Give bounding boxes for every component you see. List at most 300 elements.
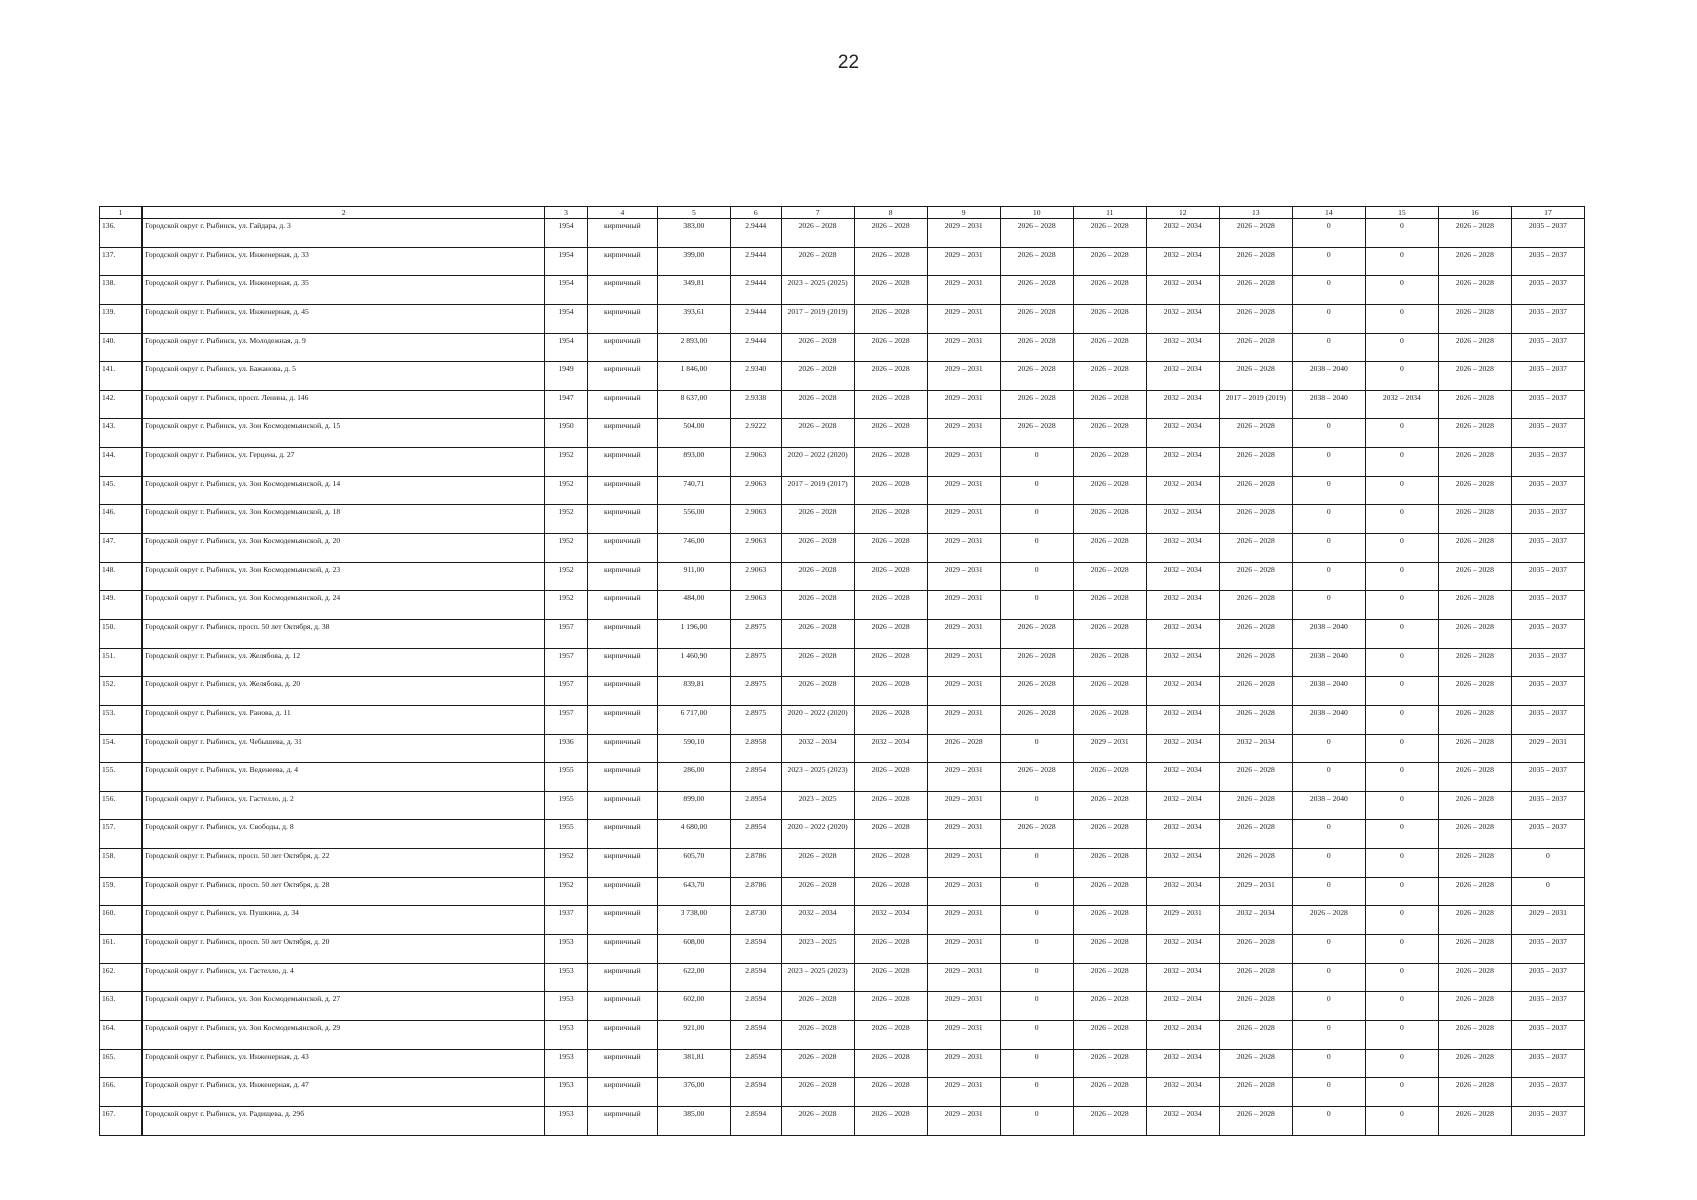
cell-period-col-15: 0 <box>1365 791 1438 820</box>
cell-wear-coefficient: 2.9063 <box>730 476 781 505</box>
cell-period-col-14: 0 <box>1292 219 1365 248</box>
cell-period-col-7: 2020 – 2022 (2020) <box>781 820 854 849</box>
cell-period-col-16: 2026 – 2028 <box>1438 390 1511 419</box>
cell-row-number: 153. <box>100 705 143 734</box>
cell-period-col-16: 2026 – 2028 <box>1438 648 1511 677</box>
cell-period-col-10: 2026 – 2028 <box>1000 276 1073 305</box>
cell-total-area: 393,61 <box>657 304 730 333</box>
cell-period-col-10: 2026 – 2028 <box>1000 304 1073 333</box>
cell-wall-material: кирпичный <box>587 1106 657 1135</box>
cell-period-col-9: 2029 – 2031 <box>927 992 1000 1021</box>
cell-period-col-17: 2035 – 2037 <box>1511 791 1584 820</box>
cell-row-number: 155. <box>100 763 143 792</box>
table-row <box>100 935 1585 964</box>
cell-period-col-7: 2020 – 2022 (2020) <box>781 705 854 734</box>
cell-wall-material: кирпичный <box>587 849 657 878</box>
cell-period-col-17: 2035 – 2037 <box>1511 677 1584 706</box>
cell-period-col-14: 0 <box>1292 1020 1365 1049</box>
cell-total-area: 921,00 <box>657 1020 730 1049</box>
cell-wall-material: кирпичный <box>587 247 657 276</box>
cell-row-number: 138. <box>100 276 143 305</box>
cell-period-col-14: 0 <box>1292 534 1365 563</box>
cell-period-col-10: 0 <box>1000 505 1073 534</box>
cell-period-col-12: 2032 – 2034 <box>1146 448 1219 477</box>
cell-period-col-8: 2026 – 2028 <box>854 1020 927 1049</box>
cell-row-number: 150. <box>100 619 143 648</box>
cell-period-col-17: 2035 – 2037 <box>1511 1106 1584 1135</box>
cell-total-area: 376,00 <box>657 1078 730 1107</box>
cell-period-col-9: 2029 – 2031 <box>927 476 1000 505</box>
cell-period-col-17: 2035 – 2037 <box>1511 1020 1584 1049</box>
column-number-13: 13 <box>1219 207 1292 219</box>
cell-period-col-12: 2032 – 2034 <box>1146 304 1219 333</box>
cell-period-col-9: 2029 – 2031 <box>927 505 1000 534</box>
cell-period-col-8: 2026 – 2028 <box>854 849 927 878</box>
cell-period-col-14: 0 <box>1292 304 1365 333</box>
cell-year-built: 1952 <box>545 534 588 563</box>
cell-period-col-14: 0 <box>1292 505 1365 534</box>
cell-wall-material: кирпичный <box>587 906 657 935</box>
cell-total-area: 899,00 <box>657 791 730 820</box>
cell-period-col-15: 0 <box>1365 304 1438 333</box>
cell-period-col-13: 2026 – 2028 <box>1219 1078 1292 1107</box>
cell-wall-material: кирпичный <box>587 591 657 620</box>
cell-period-col-11: 2026 – 2028 <box>1073 362 1146 391</box>
cell-wall-material: кирпичный <box>587 763 657 792</box>
cell-period-col-15: 0 <box>1365 505 1438 534</box>
cell-year-built: 1953 <box>545 992 588 1021</box>
cell-period-col-8: 2026 – 2028 <box>854 276 927 305</box>
cell-period-col-14: 0 <box>1292 763 1365 792</box>
cell-period-col-17: 2035 – 2037 <box>1511 276 1584 305</box>
table-row <box>100 849 1585 878</box>
cell-period-col-9: 2029 – 2031 <box>927 1049 1000 1078</box>
cell-period-col-8: 2026 – 2028 <box>854 505 927 534</box>
cell-period-col-17: 2035 – 2037 <box>1511 448 1584 477</box>
cell-total-area: 622,00 <box>657 963 730 992</box>
cell-year-built: 1955 <box>545 820 588 849</box>
table-row <box>100 677 1585 706</box>
cell-period-col-15: 0 <box>1365 276 1438 305</box>
cell-period-col-7: 2023 – 2025 <box>781 791 854 820</box>
cell-wear-coefficient: 2.9444 <box>730 247 781 276</box>
cell-period-col-12: 2032 – 2034 <box>1146 992 1219 1021</box>
cell-period-col-8: 2026 – 2028 <box>854 619 927 648</box>
cell-year-built: 1937 <box>545 906 588 935</box>
cell-period-col-12: 2029 – 2031 <box>1146 906 1219 935</box>
cell-row-number: 152. <box>100 677 143 706</box>
cell-wear-coefficient: 2.8975 <box>730 619 781 648</box>
cell-period-col-10: 2026 – 2028 <box>1000 390 1073 419</box>
cell-period-col-7: 2026 – 2028 <box>781 419 854 448</box>
cell-period-col-10: 0 <box>1000 963 1073 992</box>
cell-wear-coefficient: 2.9444 <box>730 276 781 305</box>
cell-period-col-10: 2026 – 2028 <box>1000 763 1073 792</box>
cell-period-col-7: 2026 – 2028 <box>781 219 854 248</box>
cell-period-col-14: 2038 – 2040 <box>1292 648 1365 677</box>
cell-wear-coefficient: 2.8954 <box>730 820 781 849</box>
cell-period-col-11: 2026 – 2028 <box>1073 906 1146 935</box>
cell-total-area: 1 846,00 <box>657 362 730 391</box>
cell-address: Городской округ г. Рыбинск, ул. Свободы, д. 8 <box>142 820 545 849</box>
cell-period-col-12: 2032 – 2034 <box>1146 619 1219 648</box>
cell-period-col-7: 2020 – 2022 (2020) <box>781 448 854 477</box>
cell-row-number: 146. <box>100 505 143 534</box>
cell-period-col-9: 2029 – 2031 <box>927 333 1000 362</box>
cell-year-built: 1936 <box>545 734 588 763</box>
cell-period-col-7: 2026 – 2028 <box>781 677 854 706</box>
cell-address: Городской округ г. Рыбинск, ул. Молодежная, д. 9 <box>142 333 545 362</box>
cell-address: Городской округ г. Рыбинск, ул. Зои Космодемьянской, д. 24 <box>142 591 545 620</box>
cell-period-col-16: 2026 – 2028 <box>1438 1049 1511 1078</box>
cell-total-area: 740,71 <box>657 476 730 505</box>
cell-wall-material: кирпичный <box>587 734 657 763</box>
cell-period-col-12: 2032 – 2034 <box>1146 763 1219 792</box>
cell-wall-material: кирпичный <box>587 820 657 849</box>
cell-period-col-12: 2032 – 2034 <box>1146 648 1219 677</box>
cell-wall-material: кирпичный <box>587 1049 657 1078</box>
cell-period-col-15: 0 <box>1365 448 1438 477</box>
cell-period-col-14: 0 <box>1292 935 1365 964</box>
cell-period-col-9: 2029 – 2031 <box>927 448 1000 477</box>
cell-period-col-12: 2032 – 2034 <box>1146 247 1219 276</box>
cell-wear-coefficient: 2.8594 <box>730 963 781 992</box>
cell-period-col-13: 2026 – 2028 <box>1219 648 1292 677</box>
cell-period-col-12: 2032 – 2034 <box>1146 1078 1219 1107</box>
table-body <box>100 219 1585 1136</box>
cell-period-col-10: 0 <box>1000 877 1073 906</box>
cell-year-built: 1950 <box>545 419 588 448</box>
cell-period-col-15: 0 <box>1365 992 1438 1021</box>
cell-period-col-8: 2026 – 2028 <box>854 448 927 477</box>
cell-period-col-13: 2026 – 2028 <box>1219 562 1292 591</box>
cell-total-area: 2 893,00 <box>657 333 730 362</box>
cell-row-number: 160. <box>100 906 143 935</box>
cell-wear-coefficient: 2.8594 <box>730 935 781 964</box>
cell-period-col-17: 2035 – 2037 <box>1511 1049 1584 1078</box>
cell-period-col-14: 0 <box>1292 419 1365 448</box>
cell-year-built: 1955 <box>545 763 588 792</box>
table-row <box>100 505 1585 534</box>
cell-wear-coefficient: 2.9222 <box>730 419 781 448</box>
cell-year-built: 1953 <box>545 1078 588 1107</box>
cell-wall-material: кирпичный <box>587 333 657 362</box>
cell-wear-coefficient: 2.8975 <box>730 705 781 734</box>
cell-period-col-16: 2026 – 2028 <box>1438 877 1511 906</box>
cell-period-col-15: 0 <box>1365 935 1438 964</box>
cell-year-built: 1953 <box>545 1106 588 1135</box>
cell-year-built: 1953 <box>545 935 588 964</box>
cell-period-col-7: 2017 – 2019 (2017) <box>781 476 854 505</box>
cell-row-number: 156. <box>100 791 143 820</box>
cell-period-col-9: 2029 – 2031 <box>927 562 1000 591</box>
cell-period-col-8: 2032 – 2034 <box>854 906 927 935</box>
cell-row-number: 164. <box>100 1020 143 1049</box>
cell-year-built: 1957 <box>545 648 588 677</box>
cell-period-col-15: 0 <box>1365 906 1438 935</box>
cell-period-col-15: 0 <box>1365 849 1438 878</box>
cell-period-col-7: 2026 – 2028 <box>781 1049 854 1078</box>
cell-period-col-11: 2026 – 2028 <box>1073 247 1146 276</box>
cell-period-col-9: 2029 – 2031 <box>927 1020 1000 1049</box>
cell-period-col-13: 2026 – 2028 <box>1219 534 1292 563</box>
cell-total-area: 6 717,00 <box>657 705 730 734</box>
cell-row-number: 143. <box>100 419 143 448</box>
cell-wall-material: кирпичный <box>587 562 657 591</box>
cell-period-col-9: 2029 – 2031 <box>927 219 1000 248</box>
cell-year-built: 1952 <box>545 562 588 591</box>
cell-period-col-13: 2026 – 2028 <box>1219 276 1292 305</box>
cell-period-col-11: 2026 – 2028 <box>1073 935 1146 964</box>
cell-period-col-8: 2026 – 2028 <box>854 820 927 849</box>
cell-period-col-9: 2029 – 2031 <box>927 304 1000 333</box>
cell-period-col-15: 0 <box>1365 333 1438 362</box>
cell-period-col-12: 2032 – 2034 <box>1146 963 1219 992</box>
cell-address: Городской округ г. Рыбинск, ул. Зои Космодемьянской, д. 14 <box>142 476 545 505</box>
cell-period-col-13: 2026 – 2028 <box>1219 992 1292 1021</box>
cell-period-col-10: 2026 – 2028 <box>1000 648 1073 677</box>
column-number-4: 4 <box>587 207 657 219</box>
cell-wear-coefficient: 2.9444 <box>730 333 781 362</box>
cell-year-built: 1952 <box>545 505 588 534</box>
cell-period-col-16: 2026 – 2028 <box>1438 619 1511 648</box>
cell-year-built: 1952 <box>545 448 588 477</box>
cell-period-col-11: 2026 – 2028 <box>1073 619 1146 648</box>
cell-period-col-11: 2026 – 2028 <box>1073 534 1146 563</box>
cell-period-col-13: 2032 – 2034 <box>1219 734 1292 763</box>
cell-period-col-9: 2029 – 2031 <box>927 247 1000 276</box>
cell-total-area: 8 637,00 <box>657 390 730 419</box>
cell-period-col-9: 2029 – 2031 <box>927 419 1000 448</box>
cell-total-area: 643,70 <box>657 877 730 906</box>
cell-wear-coefficient: 2.9444 <box>730 304 781 333</box>
cell-period-col-16: 2026 – 2028 <box>1438 906 1511 935</box>
cell-period-col-13: 2026 – 2028 <box>1219 362 1292 391</box>
column-number-9: 9 <box>927 207 1000 219</box>
cell-period-col-14: 0 <box>1292 992 1365 1021</box>
cell-row-number: 147. <box>100 534 143 563</box>
cell-wear-coefficient: 2.8594 <box>730 992 781 1021</box>
cell-period-col-7: 2026 – 2028 <box>781 591 854 620</box>
cell-address: Городской округ г. Рыбинск, просп. Ленина, д. 146 <box>142 390 545 419</box>
cell-period-col-14: 0 <box>1292 1078 1365 1107</box>
cell-period-col-7: 2026 – 2028 <box>781 562 854 591</box>
cell-period-col-9: 2029 – 2031 <box>927 906 1000 935</box>
cell-period-col-13: 2026 – 2028 <box>1219 448 1292 477</box>
cell-period-col-12: 2032 – 2034 <box>1146 791 1219 820</box>
cell-address: Городской округ г. Рыбинск, ул. Гайдара, д. 3 <box>142 219 545 248</box>
cell-period-col-17: 2035 – 2037 <box>1511 476 1584 505</box>
cell-period-col-12: 2032 – 2034 <box>1146 562 1219 591</box>
cell-period-col-10: 0 <box>1000 992 1073 1021</box>
cell-address: Городской округ г. Рыбинск, ул. Зои Космодемьянской, д. 15 <box>142 419 545 448</box>
cell-period-col-9: 2029 – 2031 <box>927 677 1000 706</box>
cell-period-col-15: 0 <box>1365 534 1438 563</box>
cell-period-col-13: 2026 – 2028 <box>1219 1049 1292 1078</box>
cell-address: Городской округ г. Рыбинск, ул. Зои Космодемьянской, д. 20 <box>142 534 545 563</box>
cell-period-col-11: 2026 – 2028 <box>1073 304 1146 333</box>
cell-wall-material: кирпичный <box>587 476 657 505</box>
table-row <box>100 1106 1585 1135</box>
cell-period-col-9: 2029 – 2031 <box>927 390 1000 419</box>
cell-year-built: 1954 <box>545 219 588 248</box>
cell-wear-coefficient: 2.8954 <box>730 791 781 820</box>
cell-period-col-12: 2032 – 2034 <box>1146 1106 1219 1135</box>
cell-period-col-10: 0 <box>1000 1078 1073 1107</box>
cell-wear-coefficient: 2.9063 <box>730 534 781 563</box>
cell-period-col-16: 2026 – 2028 <box>1438 219 1511 248</box>
cell-period-col-16: 2026 – 2028 <box>1438 505 1511 534</box>
table-row <box>100 304 1585 333</box>
cell-period-col-12: 2032 – 2034 <box>1146 476 1219 505</box>
cell-period-col-8: 2026 – 2028 <box>854 705 927 734</box>
cell-wall-material: кирпичный <box>587 935 657 964</box>
cell-address: Городской округ г. Рыбинск, ул. Зои Космодемьянской, д. 23 <box>142 562 545 591</box>
cell-period-col-11: 2026 – 2028 <box>1073 591 1146 620</box>
cell-period-col-9: 2029 – 2031 <box>927 820 1000 849</box>
cell-period-col-13: 2026 – 2028 <box>1219 677 1292 706</box>
cell-period-col-14: 2038 – 2040 <box>1292 390 1365 419</box>
table-row <box>100 390 1585 419</box>
cell-period-col-15: 0 <box>1365 877 1438 906</box>
cell-period-col-16: 2026 – 2028 <box>1438 763 1511 792</box>
table-row <box>100 619 1585 648</box>
cell-period-col-7: 2026 – 2028 <box>781 1078 854 1107</box>
cell-address: Городской округ г. Рыбинск, ул. Зои Космодемьянской, д. 27 <box>142 992 545 1021</box>
cell-total-area: 385,00 <box>657 1106 730 1135</box>
cell-period-col-16: 2026 – 2028 <box>1438 677 1511 706</box>
cell-period-col-7: 2026 – 2028 <box>781 648 854 677</box>
cell-year-built: 1953 <box>545 1049 588 1078</box>
cell-wear-coefficient: 2.9063 <box>730 591 781 620</box>
cell-wall-material: кирпичный <box>587 505 657 534</box>
cell-period-col-13: 2026 – 2028 <box>1219 791 1292 820</box>
cell-period-col-15: 0 <box>1365 476 1438 505</box>
cell-period-col-8: 2026 – 2028 <box>854 791 927 820</box>
cell-period-col-16: 2026 – 2028 <box>1438 963 1511 992</box>
cell-period-col-7: 2026 – 2028 <box>781 1106 854 1135</box>
table-row <box>100 419 1585 448</box>
cell-wear-coefficient: 2.8958 <box>730 734 781 763</box>
cell-period-col-15: 0 <box>1365 247 1438 276</box>
cell-period-col-10: 0 <box>1000 448 1073 477</box>
cell-wear-coefficient: 2.8786 <box>730 849 781 878</box>
cell-period-col-11: 2026 – 2028 <box>1073 333 1146 362</box>
cell-period-col-11: 2026 – 2028 <box>1073 963 1146 992</box>
cell-period-col-14: 0 <box>1292 476 1365 505</box>
cell-wear-coefficient: 2.9444 <box>730 219 781 248</box>
cell-period-col-9: 2026 – 2028 <box>927 734 1000 763</box>
cell-total-area: 608,00 <box>657 935 730 964</box>
cell-year-built: 1954 <box>545 304 588 333</box>
cell-period-col-10: 2026 – 2028 <box>1000 705 1073 734</box>
cell-period-col-9: 2029 – 2031 <box>927 963 1000 992</box>
table-row <box>100 276 1585 305</box>
cell-period-col-11: 2026 – 2028 <box>1073 849 1146 878</box>
cell-period-col-8: 2026 – 2028 <box>854 247 927 276</box>
cell-period-col-16: 2026 – 2028 <box>1438 1020 1511 1049</box>
cell-period-col-8: 2026 – 2028 <box>854 963 927 992</box>
table-row <box>100 534 1585 563</box>
cell-period-col-17: 2035 – 2037 <box>1511 963 1584 992</box>
cell-total-area: 381,81 <box>657 1049 730 1078</box>
cell-wall-material: кирпичный <box>587 276 657 305</box>
cell-period-col-14: 0 <box>1292 849 1365 878</box>
cell-period-col-10: 2026 – 2028 <box>1000 333 1073 362</box>
cell-period-col-11: 2026 – 2028 <box>1073 1078 1146 1107</box>
cell-row-number: 166. <box>100 1078 143 1107</box>
cell-period-col-15: 0 <box>1365 963 1438 992</box>
cell-period-col-17: 2035 – 2037 <box>1511 705 1584 734</box>
cell-period-col-10: 0 <box>1000 849 1073 878</box>
cell-total-area: 605,70 <box>657 849 730 878</box>
cell-period-col-14: 0 <box>1292 1106 1365 1135</box>
cell-period-col-15: 0 <box>1365 1106 1438 1135</box>
cell-period-col-10: 2026 – 2028 <box>1000 219 1073 248</box>
cell-address: Городской округ г. Рыбинск, ул. Инженерная, д. 45 <box>142 304 545 333</box>
cell-wall-material: кирпичный <box>587 448 657 477</box>
cell-wall-material: кирпичный <box>587 1078 657 1107</box>
cell-address: Городской округ г. Рыбинск, просп. 50 лет Октября, д. 38 <box>142 619 545 648</box>
cell-total-area: 3 738,00 <box>657 906 730 935</box>
cell-period-col-16: 2026 – 2028 <box>1438 448 1511 477</box>
cell-year-built: 1952 <box>545 476 588 505</box>
cell-period-col-8: 2026 – 2028 <box>854 763 927 792</box>
cell-row-number: 141. <box>100 362 143 391</box>
cell-address: Городской округ г. Рыбинск, ул. Гастелло, д. 4 <box>142 963 545 992</box>
cell-period-col-12: 2032 – 2034 <box>1146 849 1219 878</box>
cell-address: Городской округ г. Рыбинск, ул. Инженерная, д. 43 <box>142 1049 545 1078</box>
page-number: 22 <box>837 52 860 73</box>
cell-period-col-11: 2026 – 2028 <box>1073 419 1146 448</box>
column-number-10: 10 <box>1000 207 1073 219</box>
cell-period-col-14: 0 <box>1292 877 1365 906</box>
cell-row-number: 154. <box>100 734 143 763</box>
cell-row-number: 161. <box>100 935 143 964</box>
cell-period-col-13: 2026 – 2028 <box>1219 763 1292 792</box>
cell-period-col-8: 2026 – 2028 <box>854 677 927 706</box>
cell-period-col-8: 2026 – 2028 <box>854 534 927 563</box>
cell-period-col-13: 2026 – 2028 <box>1219 333 1292 362</box>
cell-period-col-11: 2026 – 2028 <box>1073 820 1146 849</box>
cell-period-col-12: 2032 – 2034 <box>1146 333 1219 362</box>
cell-period-col-11: 2026 – 2028 <box>1073 1049 1146 1078</box>
cell-wall-material: кирпичный <box>587 304 657 333</box>
cell-period-col-9: 2029 – 2031 <box>927 534 1000 563</box>
cell-period-col-14: 2038 – 2040 <box>1292 677 1365 706</box>
cell-period-col-12: 2032 – 2034 <box>1146 677 1219 706</box>
cell-period-col-10: 0 <box>1000 935 1073 964</box>
cell-period-col-10: 0 <box>1000 1049 1073 1078</box>
cell-period-col-9: 2029 – 2031 <box>927 849 1000 878</box>
table-row <box>100 877 1585 906</box>
cell-period-col-13: 2026 – 2028 <box>1219 505 1292 534</box>
cell-period-col-12: 2032 – 2034 <box>1146 705 1219 734</box>
cell-period-col-15: 0 <box>1365 219 1438 248</box>
cell-period-col-11: 2026 – 2028 <box>1073 791 1146 820</box>
cell-period-col-16: 2026 – 2028 <box>1438 705 1511 734</box>
cell-period-col-15: 0 <box>1365 562 1438 591</box>
cell-address: Городской округ г. Рыбинск, ул. Желябова, д. 12 <box>142 648 545 677</box>
cell-period-col-16: 2026 – 2028 <box>1438 791 1511 820</box>
cell-total-area: 839,81 <box>657 677 730 706</box>
cell-period-col-10: 0 <box>1000 476 1073 505</box>
cell-total-area: 911,00 <box>657 562 730 591</box>
cell-period-col-13: 2026 – 2028 <box>1219 591 1292 620</box>
cell-row-number: 159. <box>100 877 143 906</box>
cell-wall-material: кирпичный <box>587 619 657 648</box>
cell-row-number: 167. <box>100 1106 143 1135</box>
